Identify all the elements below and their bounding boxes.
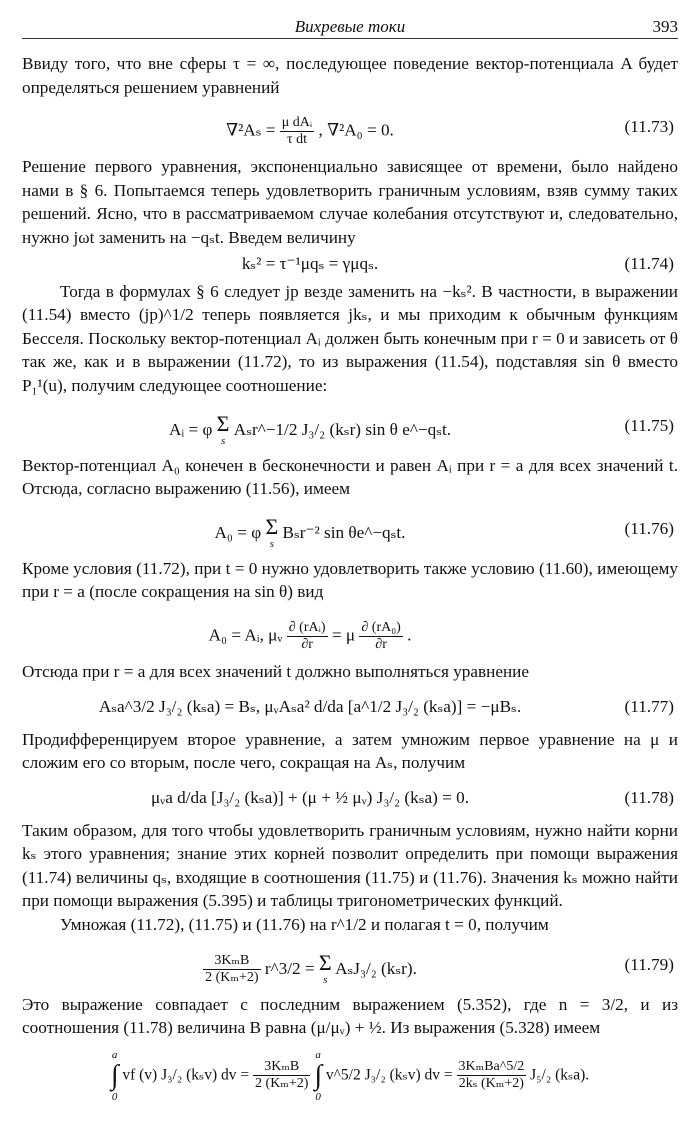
equation-number: (11.79) (624, 954, 674, 974)
formula (22, 1048, 678, 1104)
formula (22, 620, 598, 653)
integral-sign: a ∫ 0 (314, 1048, 322, 1103)
paragraph: Тогда в формулах § 6 следует jp везде заменить на −kₛ². В частности, в выражении (11.54) вместо (jp)^1/2 теперь появляется jkₛ, и мы приходим к обычным функциям Бесселя. Поскольку вектор-потенциал Aᵢ должен быть конечным при r = 0 и зависеть от θ так же, как и в выражении (11.72), то из выражения (11.54), подставляя sin θ вместо P₁¹(u), получим следующее соотношение: (22, 281, 678, 395)
equation-number: (11.74) (624, 253, 674, 273)
formula-part: AₛJ₃/₂ (kₛr). (335, 958, 417, 978)
paragraph: Решение первого уравнения, экспоненциально зависящее от времени, было найдено нами в § 6. Попытаемся теперь удовлетворить граничным условиям, взяв сумму таких решений. Ясно, что в рассматриваемом случае колебания отсутствуют и, следовательно, нужно jωt заменить на −qₛt. Введем величину (22, 157, 678, 247)
formula (22, 949, 598, 987)
equation-11-74 (22, 250, 678, 280)
formula-part: , ∇²A₀ = 0. (318, 120, 394, 140)
formula-part: = μ (331, 625, 360, 645)
equation-boundary-conditions (22, 604, 678, 660)
equation-11-75 (22, 398, 678, 454)
paragraph: Вектор-потенциал A₀ конечен в бесконечности и равен Aᵢ при r = a для всех значений t. Отсюда, согласно выражению (11.56), имеем (22, 455, 678, 499)
formula-part: Bₛr⁻² sin θe^−qₛt. (282, 522, 406, 542)
summation-index: s (220, 434, 226, 447)
fraction-denominator: τ dt (286, 132, 307, 148)
fraction-denominator: ∂r (375, 636, 387, 652)
equation-11-79 (22, 937, 678, 993)
equation-number: (11.78) (624, 787, 674, 807)
equation-number: (11.73) (624, 117, 674, 137)
formula-part: Aᵢ = φ (168, 419, 217, 439)
formula: kₛ² = τ⁻¹μqₛ = γμqₛ. (241, 253, 379, 273)
equation-number: (11.77) (624, 696, 674, 716)
fraction (457, 1059, 527, 1092)
page-body (22, 52, 678, 1114)
running-header (22, 16, 678, 39)
formula-part: J₅/₂ (kₛa). (530, 1066, 590, 1084)
paragraph: Таким образом, для того чтобы удовлетворить граничным условиям, нужно найти корни kₛ этого уравнения; знание этих корней позволит определить при помощи выражения (11.74) величины qₛ, входящие в соотношения (11.75) и (11.76). Значения kₛ можно найти при помощи выражения (5.395) и таблицы тригонометрических функций. (22, 820, 678, 911)
paragraph: Умножая (11.72), (11.75) и (11.76) на r^1/2 и полагая t = 0, получим (60, 915, 549, 935)
fraction-denominator: 2 (Kₘ+2) (255, 1076, 309, 1092)
summation-index: s (269, 537, 274, 550)
summation-index: s (323, 973, 328, 986)
running-title: Вихревые токи (294, 17, 406, 36)
formula-part: Aₛr^−1/2 J₃/₂ (kₛr) sin θ e^−qₛt. (233, 419, 452, 439)
equation-number: (11.75) (624, 415, 674, 435)
equation-11-78 (22, 775, 678, 819)
fraction-denominator: 2kₛ (Kₘ+2) (458, 1076, 524, 1092)
fraction (253, 1059, 310, 1092)
formula (22, 115, 598, 148)
formula-part: r^3/2 = (264, 958, 319, 978)
fraction-numerator: ∂ (rAᵢ) (288, 619, 326, 635)
equation-number: (11.76) (624, 518, 674, 538)
fraction-denominator: ∂r (301, 636, 313, 652)
fraction-numerator: ∂ (rA₀) (361, 619, 401, 635)
page-number: 393 (652, 17, 678, 36)
paragraph: Кроме условия (11.72), при t = 0 нужно удовлетворить также условию (11.60), имеющему при r = a (после сокращения на sin θ) вид (22, 558, 678, 602)
formula-part: A₀ = Aᵢ, μᵥ (208, 625, 287, 645)
formula-part: A₀ = φ (214, 522, 266, 542)
fraction (203, 953, 260, 986)
equation-11-73 (22, 99, 678, 155)
integral-upper-limit: a (111, 1048, 118, 1061)
formula-part: . (407, 625, 412, 645)
fraction-denominator: 2 (Kₘ+2) (205, 970, 259, 986)
fraction (280, 115, 314, 148)
formula-part: ∇²Aₛ = (226, 120, 280, 140)
summation-sign: Σ s (265, 513, 279, 550)
fraction (287, 620, 328, 653)
fraction-numerator: 3KₘB (253, 1059, 310, 1076)
formula: μᵥa d/da [J₃/₂ (kₛa)] + (μ + ½ μᵥ) J₃/₂ (kₛa) = 0. (150, 787, 470, 807)
fraction-numerator: 3KₘBa^5/2 (458, 1059, 525, 1075)
equation-11-76 (22, 501, 678, 557)
paragraph: Ввиду того, что вне сферы τ = ∞, последующее поведение вектор-потенциала A будет определяться решением уравнений (22, 54, 678, 97)
equation-integral (22, 1040, 678, 1114)
fraction-numerator: μ dAᵢ (281, 115, 313, 131)
formula: Aₛa^3/2 J₃/₂ (kₛa) = Bₛ, μᵥAₛa² d/da [a^1/2 J₃/₂ (kₛa)] = −μBₛ. (98, 696, 522, 716)
paragraph: Отсюда при r = a для всех значений t должно выполняться уравнение (22, 661, 529, 681)
formula (22, 513, 598, 551)
paragraph: Продифференцируем второе уравнение, а затем умножим первое уравнение на μ и сложим его со вторым, после чего, сокращая на Aₛ, получим (22, 729, 678, 773)
formula (22, 410, 598, 448)
summation-sign: Σ s (216, 410, 230, 447)
fraction (359, 620, 402, 653)
formula-part: vf (v) J₃/₂ (kₛv) dv = (122, 1066, 254, 1084)
paragraph: Это выражение совпадает с последним выражением (5.352), где n = 3/2, и из соотношения (11.78) величина B равна (μ/μᵥ) + ½. Из выражения (5.328) имеем (22, 994, 678, 1038)
integral-upper-limit: a (315, 1048, 321, 1061)
summation-sign: Σ s (318, 949, 332, 986)
equation-11-77 (22, 684, 678, 728)
fraction-numerator: 3KₘB (203, 953, 260, 970)
integral-lower-limit: 0 (111, 1090, 118, 1103)
integral-sign: a ∫ 0 (110, 1048, 119, 1103)
formula-part: v^5/2 J₃/₂ (kₛv) dv = (325, 1066, 457, 1084)
integral-lower-limit: 0 (315, 1090, 321, 1103)
